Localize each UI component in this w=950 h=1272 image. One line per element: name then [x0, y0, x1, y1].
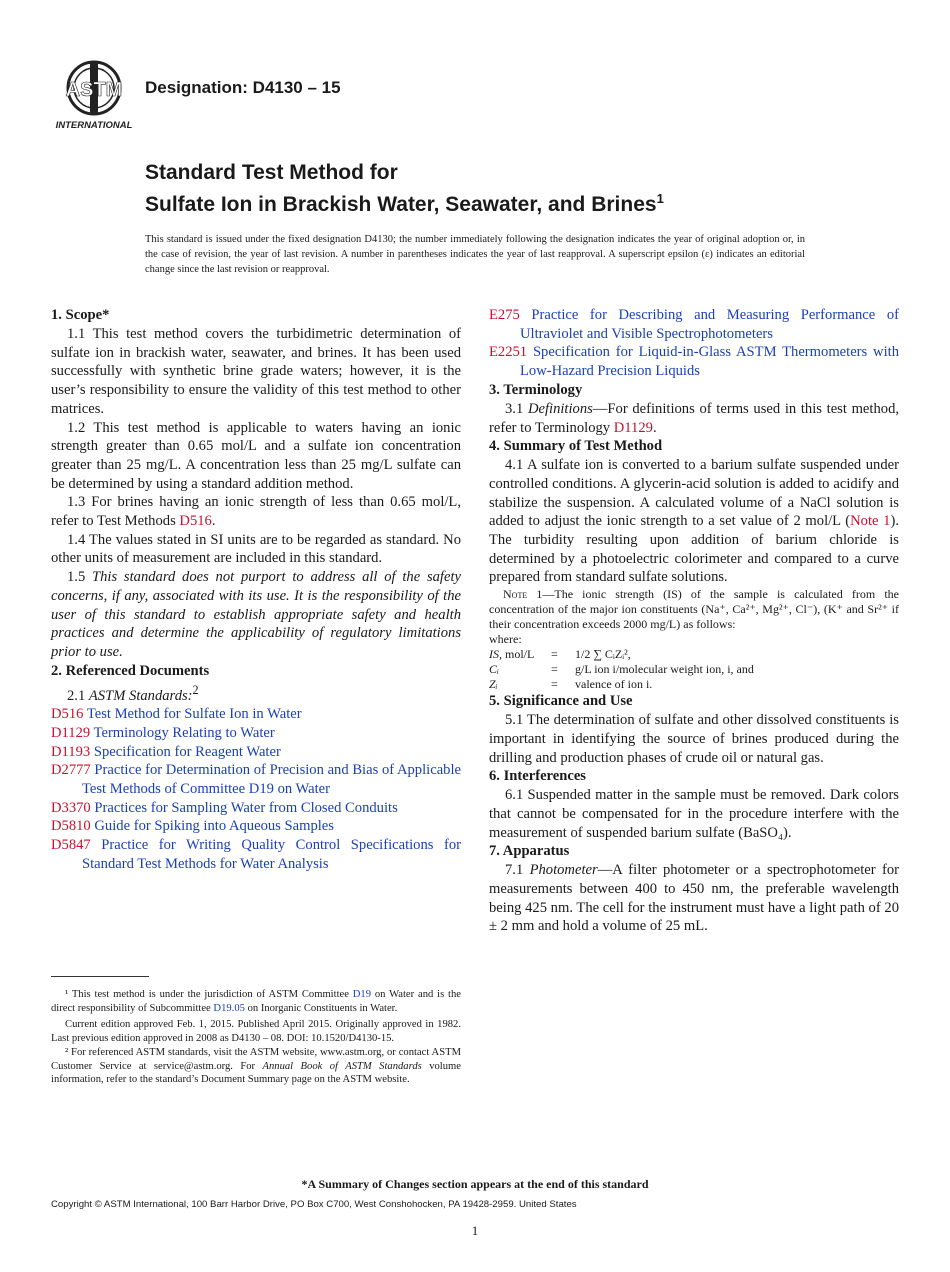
- document-title: [145, 160, 664, 218]
- svg-text:INTERNATIONAL: INTERNATIONAL: [55, 120, 133, 131]
- variable-row: Zᵢ = valence of ion i.: [489, 677, 653, 692]
- section-heading-scope: 1. Scope*: [51, 307, 110, 323]
- ref-item[interactable]: E2251 Specification for Liquid-in-Glass ASTM Thermometers with Low-Hazard Precision Liquids: [489, 344, 899, 380]
- right-column: [489, 306, 899, 936]
- paragraph-1-2: 1.2 This test method is applicable to waters having an ionic strength greater than 0.65 mol/L and a sulfate ion concentration greater than 25 mg/L. A concentration less than 25 mg/L sulfate can be determined by using a standard addition method.: [51, 419, 461, 492]
- paragraph-5-1: 5.1 The determination of sulfate and other dissolved constituents is important in identifying the source of brines produced during the drilling and production phases of crude oil or natural gas.: [489, 712, 899, 766]
- paragraph-1-3: 1.3 For brines having an ionic strength of less than 0.65 mol/L, refer to Test Methods D516.: [51, 494, 461, 530]
- section-heading-interferences: 6. Interferences: [489, 768, 586, 785]
- paragraph-2-1: 2.1 ASTM Standards:$^2$: [67, 682, 199, 704]
- title-footnote-mark: 1: [656, 191, 664, 206]
- note-1: Note 1—The ionic strength (IS) of the sample is calculated from the concentration of the major ion constituents (Na⁺, Ca²⁺, Mg²⁺, Cl⁻), (K⁺ and Sr²⁺ if their concentration exceeds 2000 mg/L) as follows:: [489, 587, 900, 632]
- link-d19-05[interactable]: D19.05: [213, 1002, 245, 1014]
- variable-row: IS, mol/L = 1/2 ∑ CᵢZᵢ²,: [489, 647, 631, 662]
- section-heading-apparatus: 7. Apparatus: [489, 843, 570, 860]
- paragraph-7-1: 7.1 Photometer—A filter photometer or a spectrophotometer for measurements between 400 to 450 nm, the preferable wavelength being 425 nm. The cell for the instrument must have a light path of 20 ± 2 mm and hold a volume of 25 mL.: [489, 862, 899, 935]
- section-heading-terminology: 3. Terminology: [489, 381, 583, 398]
- footnote-2: ² For referenced ASTM standards, visit the ASTM website, www.astm.org, or contact ASTM Customer Service at service@astm.org. For Annual Book of ASTM Standards volume information, refer to the standard’s Document Summary page on the ASTM website.: [51, 1046, 461, 1086]
- page-number: 1: [471, 1223, 479, 1238]
- title-line-1: Standard Test Method for: [145, 161, 398, 184]
- designation: Designation: D4130 – 15: [145, 78, 341, 97]
- ref-item[interactable]: D3370 Practices for Sampling Water from Closed Conduits: [51, 799, 398, 816]
- ref-item[interactable]: D516 Test Method for Sulfate Ion in Water: [51, 706, 302, 723]
- paragraph-1-4: 1.4 The values stated in SI units are to be regarded as standard. No other units of measurement are included in this standard.: [51, 531, 461, 567]
- link-d516[interactable]: D516: [179, 513, 212, 530]
- paragraph-6-1: 6.1 Suspended matter in the sample must be removed. Dark colors that cannot be compensated for in the procedure interfere with the measurement of suspended barium sulfate (BaSO₄).: [489, 787, 899, 841]
- link-d19[interactable]: D19: [352, 989, 372, 1000]
- paragraph-1-1: 1.1 This test method covers the turbidimetric determination of sulfate ion in brackish water, seawater, and brines. It has been used successfully with synthetic brine grade waters; however, it is the user’s responsibility to ensure the validity of this test method to other matrices.: [51, 326, 461, 417]
- footnote-1: ¹ This test method is under the jurisdiction of ASTM Committee D19 on Water and is the direct responsibility of Subcommittee D19.05 on Inorganic Constituents in Water.: [51, 989, 461, 1014]
- section-heading-summary: 4. Summary of Test Method: [489, 438, 663, 455]
- ref-item[interactable]: D1193 Specification for Reagent Water: [51, 743, 281, 760]
- astm-logo-icon: [52, 56, 136, 132]
- copyright: Copyright © ASTM International, 100 Barr Harbor Drive, PO Box C700, West Conshohocken, PA 19428-2959. United States: [51, 1199, 577, 1210]
- footnotes: [51, 988, 461, 1087]
- link-note-1[interactable]: Note 1: [850, 513, 891, 530]
- section-heading-significance: 5. Significance and Use: [489, 693, 633, 710]
- where-label: where:: [489, 632, 522, 647]
- link-d1129[interactable]: D1129: [613, 419, 653, 436]
- footnote-divider: [51, 976, 149, 977]
- ref-item[interactable]: D5847 Practice for Writing Quality Control Specifications for Standard Test Methods for Water Analysis: [51, 837, 461, 872]
- paragraph-4-1: 4.1 A sulfate ion is converted to a barium sulfate suspended under controlled conditions. A glycerin-acid solution is added to acidify and stabilize the suspension. A calculated volume of a NaCl solution is added to adjust the ionic strength to a set value of 2 mol/L (Note 1). The turbidity resulting upon addition of barium chloride is determined by a photoelectric colorimeter and compared to a curve prepared from standard sulfate solutions.: [489, 457, 899, 586]
- summary-of-changes-note: *A Summary of Changes section appears at the end of this standard: [301, 1177, 649, 1191]
- svg-text:ASTM: ASTM: [65, 79, 123, 101]
- ref-item[interactable]: D2777 Practice for Determination of Precision and Bias of Applicable Test Methods of Committee D19 on Water: [51, 762, 461, 798]
- title-line-2: Sulfate Ion in Brackish Water, Seawater, and Brines$^1$: [145, 191, 664, 216]
- left-column: [51, 306, 461, 874]
- footnote-edition: Current edition approved Feb. 1, 2015. Published April 2015. Originally approved in 1982. Last previous edition approved in 2008 as D4130 – 08. DOI: 10.1520/D4130-15.: [51, 1018, 461, 1044]
- ref-item[interactable]: D1129 Terminology Relating to Water: [51, 724, 275, 741]
- paragraph-3-1: 3.1 Definitions—For definitions of terms used in this test method, refer to Terminology D1129.: [489, 400, 900, 436]
- intro-text: This standard is issued under the fixed designation D4130; the number immediately following the designation indicates the year of original adoption or, in the case of revision, the year of last revision. A number in parentheses indicates the year of last reapproval. A superscript epsilon (ε) indicates an editorial change since the last revision or reapproval.: [145, 234, 805, 276]
- paragraph-1-5: 1.5 This standard does not purport to address all of the safety concerns, if any, associated with its use. It is the responsibility of the user of this standard to establish appropriate safety and health practices and determine the applicability of regulatory limitations prior to use.: [51, 569, 461, 660]
- variable-row: Cᵢ = g/L ion i/molecular weight ion, i, and: [489, 662, 754, 677]
- variables-table: [489, 647, 754, 692]
- ref-item[interactable]: D5810 Guide for Spiking into Aqueous Samples: [51, 818, 334, 835]
- ref-item[interactable]: E275 Practice for Describing and Measuring Performance of Ultraviolet and Visible Spectrophotometers: [489, 307, 899, 342]
- section-heading-referenced-documents: 2. Referenced Documents: [51, 662, 210, 679]
